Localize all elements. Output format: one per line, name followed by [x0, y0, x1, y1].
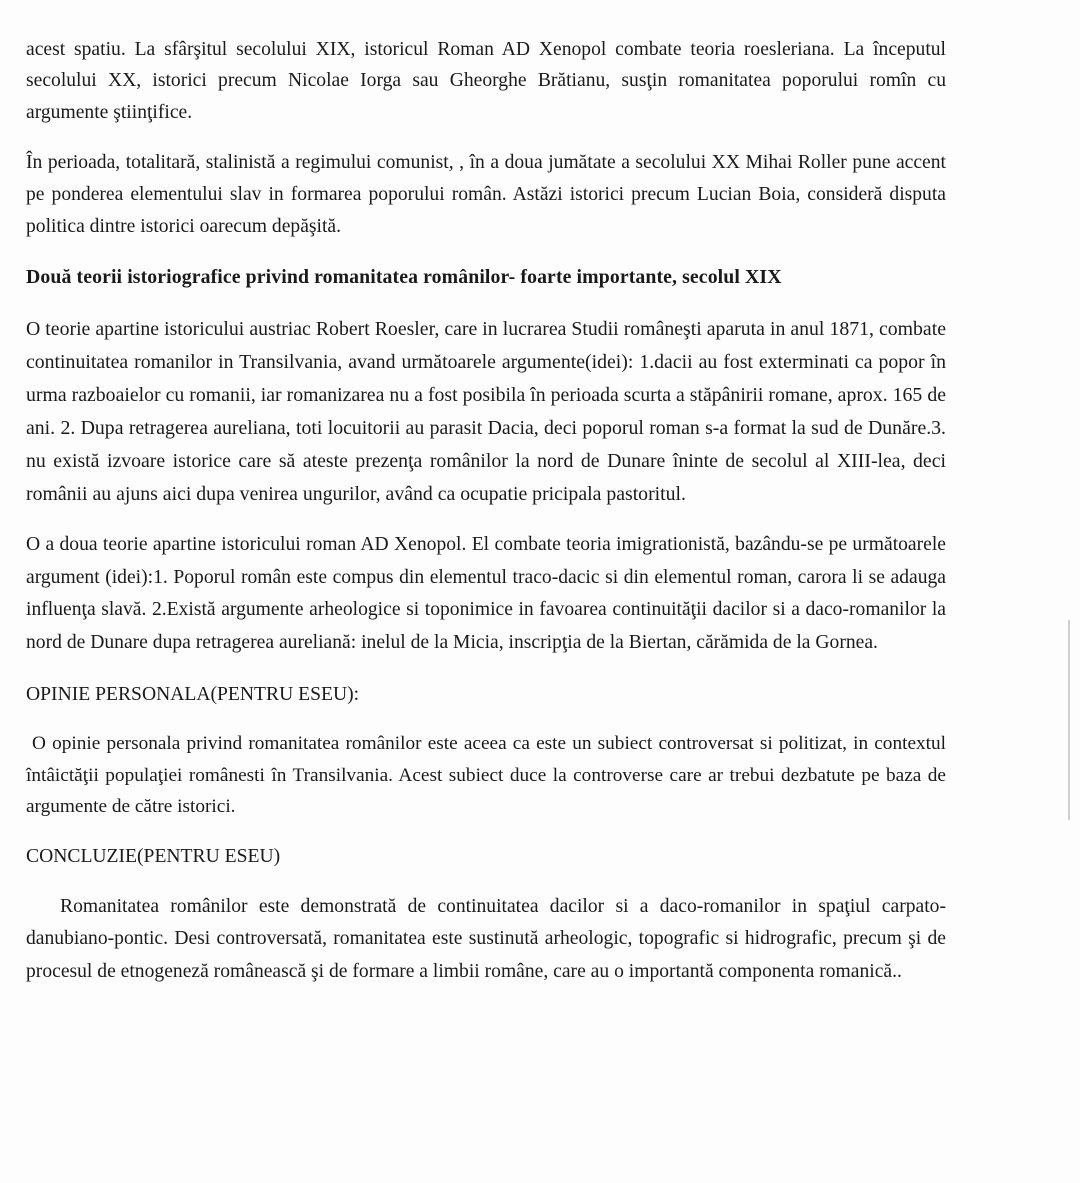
heading-conclusion: CONCLUZIE(PENTRU ESEU) [26, 846, 281, 867]
document-body [26, 34, 946, 1007]
paragraph-personal-opinion: O opinie personala privind romanitatea românilor este aceea ca este un subiect controversat si politizat, in contextul întâictăţii populaţiei românesti în Transilvania. Acest subiect duce la controverse care ar trebui dezbatute pe baza de argumente de către istorici. [26, 733, 946, 817]
paragraph-2: În perioada, totalitară, stalinistă a regimului comunist, , în a doua jumătate a secolului XX Mihai Roller pune accent pe ponderea elementului slav in formarea poporului român. Astăzi istorici precum Lucian Boia, consideră disputa politica dintre istorici oarecum depăşită. [26, 152, 946, 237]
paragraph-1: acest spatiu. La sfârşitul secolului XIX, istoricul Roman AD Xenopol combate teoria roesleriana. La începutul secolului XX, istorici precum Nicolae Iorga sau Gheorghe Brătianu, susţin romanitatea poporului romîn cu argumente ştiinţifice. [26, 39, 946, 123]
paragraph-conclusion: Romanitatea românilor este demonstrată de continuitatea dacilor si a daco-romanilor in spaţiul carpato-danubiano-pontic. Desi controversată, romanitatea este sustinută arheologic, topografic si hidrografic, precum şi de procesul de etnogeneză românească şi de formare a limbii române, care au o importantă componenta romanică.. [26, 895, 946, 982]
section-heading-two-theories: Două teorii istoriografice privind romanitatea românilor- foarte importante, secolul XIX [26, 266, 782, 289]
heading-personal-opinion: OPINIE PERSONALA(PENTRU ESEU): [26, 683, 360, 705]
scan-artifact-line [1068, 620, 1070, 820]
paragraph-xenopol-theory: O a doua teorie apartine istoricului roman AD Xenopol. El combate teoria imigrationistă, bazându-se pe următoarele argument (idei):1. Poporul român este compus din elementul traco-dacic si din elementul roman, carora li se adauga influenţa slavă. 2.Există argumente arheologice si toponimice in favoarea continuităţii dacilor si a daco-romanilor la nord de Dunare dupa retragerea aureliană: inelul de la Micia, inscripţia de la Biertan, cărămida de la Gornea. [26, 534, 946, 653]
paragraph-roesler-theory: O teorie apartine istoricului austriac Robert Roesler, care in lucrarea Studii româneşti aparuta in anul 1871, combate continuitatea romanilor in Transilvania, avand următoarele argumente(idei): 1.dacii au fost exterminati ca popor în urma razboaielor cu romanii, iar romanizarea nu a fost posibila în perioada scurta a stăpânirii romane, aprox. 165 de ani. 2. Dupa retragerea aureliana, toti locuitorii au parasit Dacia, deci poporul roman s-a format la sud de Dunăre.3. nu există izvoare istorice care să ateste prezenţa românilor la nord de Dunare îninte de secolul al XIII-lea, deci românii au ajuns aici dupa venirea ungurilor, având ca ocupatie pricipala pastoritul. [26, 318, 946, 505]
